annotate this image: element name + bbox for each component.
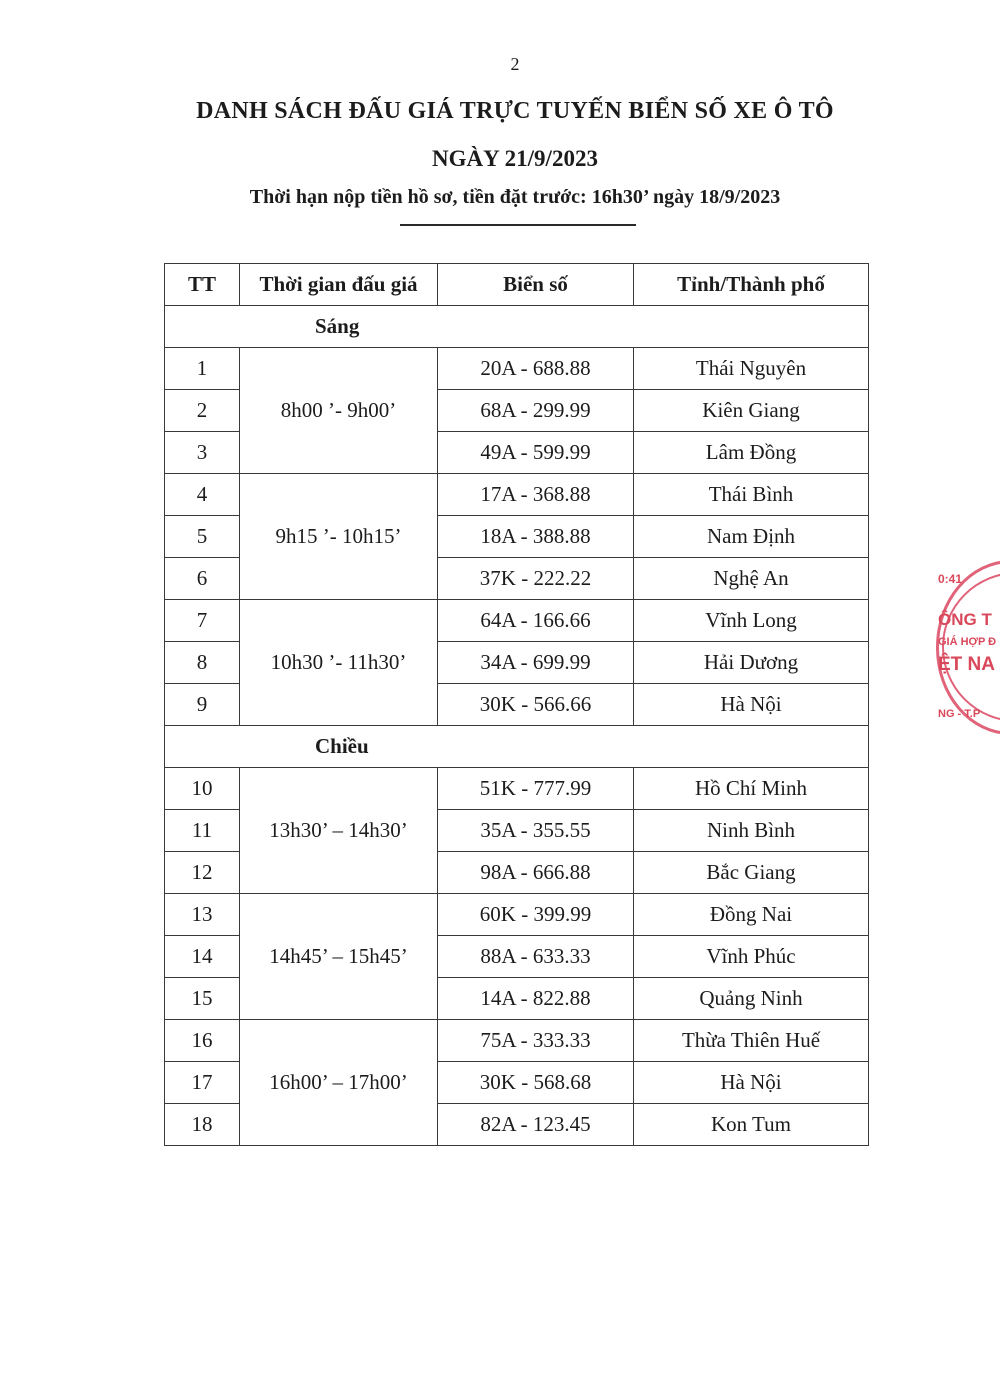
plate-number: 35A - 355.55 <box>438 810 634 852</box>
auction-date: NGÀY 21/9/2023 <box>432 146 598 171</box>
stamp-text: NG - T.P <box>938 708 981 720</box>
province-name: Đồng Nai <box>634 894 869 936</box>
province-name: Lâm Đồng <box>634 432 869 474</box>
row-number: 9 <box>165 684 240 726</box>
province-name: Hải Dương <box>634 642 869 684</box>
plate-number: 60K - 399.99 <box>438 894 634 936</box>
row-number: 16 <box>165 1020 240 1062</box>
province-name: Ninh Bình <box>634 810 869 852</box>
province-name: Nghệ An <box>634 558 869 600</box>
plate-number: 37K - 222.22 <box>438 558 634 600</box>
row-number: 2 <box>165 390 240 432</box>
row-number: 12 <box>165 852 240 894</box>
session-label: Sáng <box>165 306 869 348</box>
red-seal-stamp <box>932 560 1000 735</box>
plate-number: 18A - 388.88 <box>438 516 634 558</box>
province-name: Hà Nội <box>634 684 869 726</box>
auction-time-slot: 8h00 ’- 9h00’ <box>240 348 438 474</box>
stamp-text: GIÁ HỢP Đ <box>938 636 997 648</box>
header-plate-number: Biển số <box>438 264 634 306</box>
auction-time-slot: 10h30 ’- 11h30’ <box>240 600 438 726</box>
table-row <box>165 474 869 516</box>
row-number: 8 <box>165 642 240 684</box>
stamp-text: 0:41 <box>938 572 963 586</box>
province-name: Thái Bình <box>634 474 869 516</box>
session-row <box>165 306 869 348</box>
row-number: 7 <box>165 600 240 642</box>
plate-number: 64A - 166.66 <box>438 600 634 642</box>
province-name: Kiên Giang <box>634 390 869 432</box>
header-province: Tỉnh/Thành phố <box>634 264 869 306</box>
table-row <box>165 768 869 810</box>
plate-number: 17A - 368.88 <box>438 474 634 516</box>
province-name: Bắc Giang <box>634 852 869 894</box>
table-row <box>165 600 869 642</box>
province-name: Thái Nguyên <box>634 348 869 390</box>
row-number: 13 <box>165 894 240 936</box>
row-number: 10 <box>165 768 240 810</box>
title-underline <box>400 224 636 226</box>
province-name: Thừa Thiên Huế <box>634 1020 869 1062</box>
plate-number: 88A - 633.33 <box>438 936 634 978</box>
row-number: 17 <box>165 1062 240 1104</box>
session-row <box>165 726 869 768</box>
auction-time-slot: 9h15 ’- 10h15’ <box>240 474 438 600</box>
row-number: 11 <box>165 810 240 852</box>
auction-time-slot: 16h00’ – 17h00’ <box>240 1020 438 1146</box>
province-name: Kon Tum <box>634 1104 869 1146</box>
row-number: 18 <box>165 1104 240 1146</box>
plate-number: 49A - 599.99 <box>438 432 634 474</box>
province-name: Vĩnh Phúc <box>634 936 869 978</box>
table-body <box>165 306 869 1146</box>
province-name: Nam Định <box>634 516 869 558</box>
page-number: 2 <box>510 54 520 74</box>
row-number: 14 <box>165 936 240 978</box>
deposit-deadline: Thời hạn nộp tiền hồ sơ, tiền đặt trước: 16h30’ ngày 18/9/2023 <box>249 186 781 208</box>
row-number: 5 <box>165 516 240 558</box>
plate-number: 30K - 566.66 <box>438 684 634 726</box>
auction-time-slot: 14h45’ – 15h45’ <box>240 894 438 1020</box>
stamp-text: ỆT NA <box>938 654 995 675</box>
plate-number: 68A - 299.99 <box>438 390 634 432</box>
plate-number: 30K - 568.68 <box>438 1062 634 1104</box>
province-name: Hà Nội <box>634 1062 869 1104</box>
row-number: 15 <box>165 978 240 1020</box>
plate-number: 20A - 688.88 <box>438 348 634 390</box>
table-row <box>165 348 869 390</box>
plate-number: 98A - 666.88 <box>438 852 634 894</box>
plate-number: 51K - 777.99 <box>438 768 634 810</box>
table-row <box>165 894 869 936</box>
plate-number: 14A - 822.88 <box>438 978 634 1020</box>
row-number: 3 <box>165 432 240 474</box>
table-row <box>165 1020 869 1062</box>
province-name: Quảng Ninh <box>634 978 869 1020</box>
auction-time-slot: 13h30’ – 14h30’ <box>240 768 438 894</box>
header-auction-time: Thời gian đấu giá <box>240 264 438 306</box>
plate-number: 34A - 699.99 <box>438 642 634 684</box>
session-label: Chiều <box>165 726 869 768</box>
table-header-row <box>165 264 869 306</box>
auction-table <box>164 263 869 1146</box>
header-tt: TT <box>165 264 240 306</box>
row-number: 6 <box>165 558 240 600</box>
plate-number: 75A - 333.33 <box>438 1020 634 1062</box>
province-name: Hồ Chí Minh <box>634 768 869 810</box>
plate-number: 82A - 123.45 <box>438 1104 634 1146</box>
row-number: 1 <box>165 348 240 390</box>
stamp-text: ÔNG T <box>938 610 992 629</box>
province-name: Vĩnh Long <box>634 600 869 642</box>
document-title: DANH SÁCH ĐẤU GIÁ TRỰC TUYẾN BIỂN SỐ XE Ô TÔ <box>196 98 834 124</box>
row-number: 4 <box>165 474 240 516</box>
